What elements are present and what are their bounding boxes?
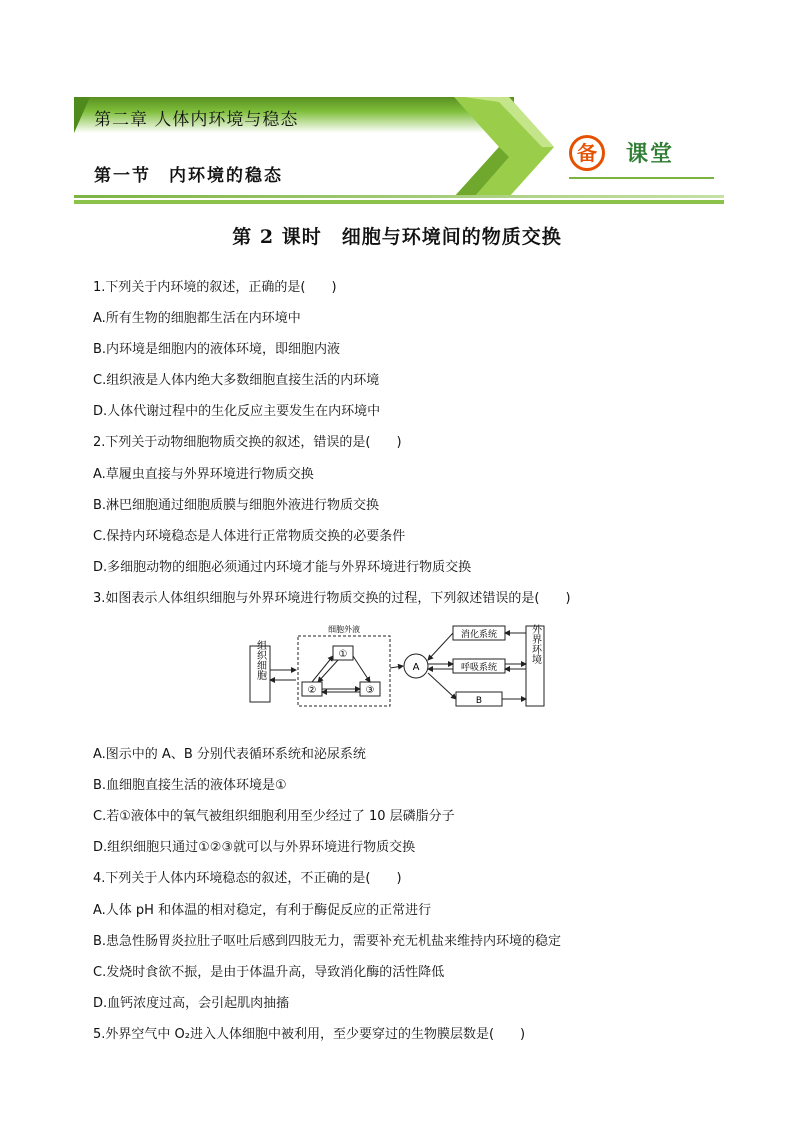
option: B.患急性肠胃炎拉肚子呕吐后感到四肢无力，需要补充无机盐来维持内环境的稳定	[93, 933, 562, 949]
option: C.若①液体中的氧气被组织细胞利用至少经过了 10 层磷脂分子	[93, 809, 455, 825]
option: A.图示中的 A、B 分别代表循环系统和泌尿系统	[93, 747, 366, 763]
node-3: ③	[365, 685, 375, 696]
option: B.血细胞直接生活的液体环境是①	[93, 778, 287, 794]
option: C.发烧时食欲不振，是由于体温升高，导致消化酶的活性降低	[93, 964, 445, 980]
banner-green-tip	[74, 97, 90, 133]
option: D.组织细胞只通过①②③就可以与外界环境进行物质交换	[93, 840, 416, 856]
classroom-label: 课堂	[626, 142, 675, 167]
lesson-title: 第 2 课时 细胞与环境间的物质交换	[232, 226, 562, 248]
question-stem: 3.如图表示人体组织细胞与外界环境进行物质交换的过程，下列叙述错误的是( )	[93, 590, 571, 606]
node-a: A	[412, 662, 420, 673]
header-banner	[74, 97, 724, 205]
option: A.所有生物的细胞都生活在内环境中	[93, 311, 301, 327]
question-stem: 4.下列关于人体内环境稳态的叙述，不正确的是( )	[93, 871, 402, 887]
option: A.草履虫直接与外界环境进行物质交换	[93, 466, 314, 482]
option: D.血钙浓度过高，会引起肌肉抽搐	[93, 995, 290, 1011]
option: D.多细胞动物的细胞必须通过内环境才能与外界环境进行物质交换	[93, 559, 472, 575]
section-number: 第一节	[94, 166, 151, 186]
node-1: ①	[338, 649, 348, 660]
section-name: 内环境的稳态	[169, 166, 283, 186]
digestive-system-label: 消化系统	[460, 630, 498, 640]
option: C.组织液是人体内绝大多数细胞直接生活的内环境	[93, 373, 380, 389]
exchange-diagram	[248, 622, 548, 710]
section-title	[94, 161, 283, 186]
tissue-cell-label: 组织细胞	[254, 640, 266, 680]
option: B.内环境是细胞内的液体环境，即细胞内液	[93, 342, 341, 358]
node-2: ②	[307, 685, 317, 696]
prepare-badge-icon: 备	[569, 135, 605, 171]
option: B.淋巴细胞通过细胞质膜与细胞外液进行物质交换	[93, 497, 380, 513]
question-stem: 5.外界空气中 O₂进入人体细胞中被利用，至少要穿过的生物膜层数是( )	[93, 1026, 526, 1042]
question-stem: 1.下列关于内环境的叙述，正确的是( )	[93, 280, 337, 295]
option: D.人体代谢过程中的生化反应主要发生在内环境中	[93, 404, 381, 420]
banner-divider	[74, 195, 724, 198]
option: A.人体 pH 和体温的相对稳定，有利于酶促反应的正常进行	[93, 902, 432, 918]
badge-underline	[569, 177, 714, 179]
option: C.保持内环境稳态是人体进行正常物质交换的必要条件	[93, 528, 406, 544]
question-stem: 2.下列关于动物细胞物质交换的叙述，错误的是( )	[93, 435, 402, 451]
external-env-label: 外界环境	[529, 624, 541, 664]
chapter-title: 第二章 人体内环境与稳态	[94, 110, 299, 130]
extracellular-label: 细胞外液	[328, 625, 360, 634]
chevron-arrow-icon	[454, 97, 574, 197]
node-b: B	[475, 696, 483, 706]
banner-divider-thick	[74, 200, 724, 204]
respiratory-system-label: 呼吸系统	[460, 663, 498, 673]
